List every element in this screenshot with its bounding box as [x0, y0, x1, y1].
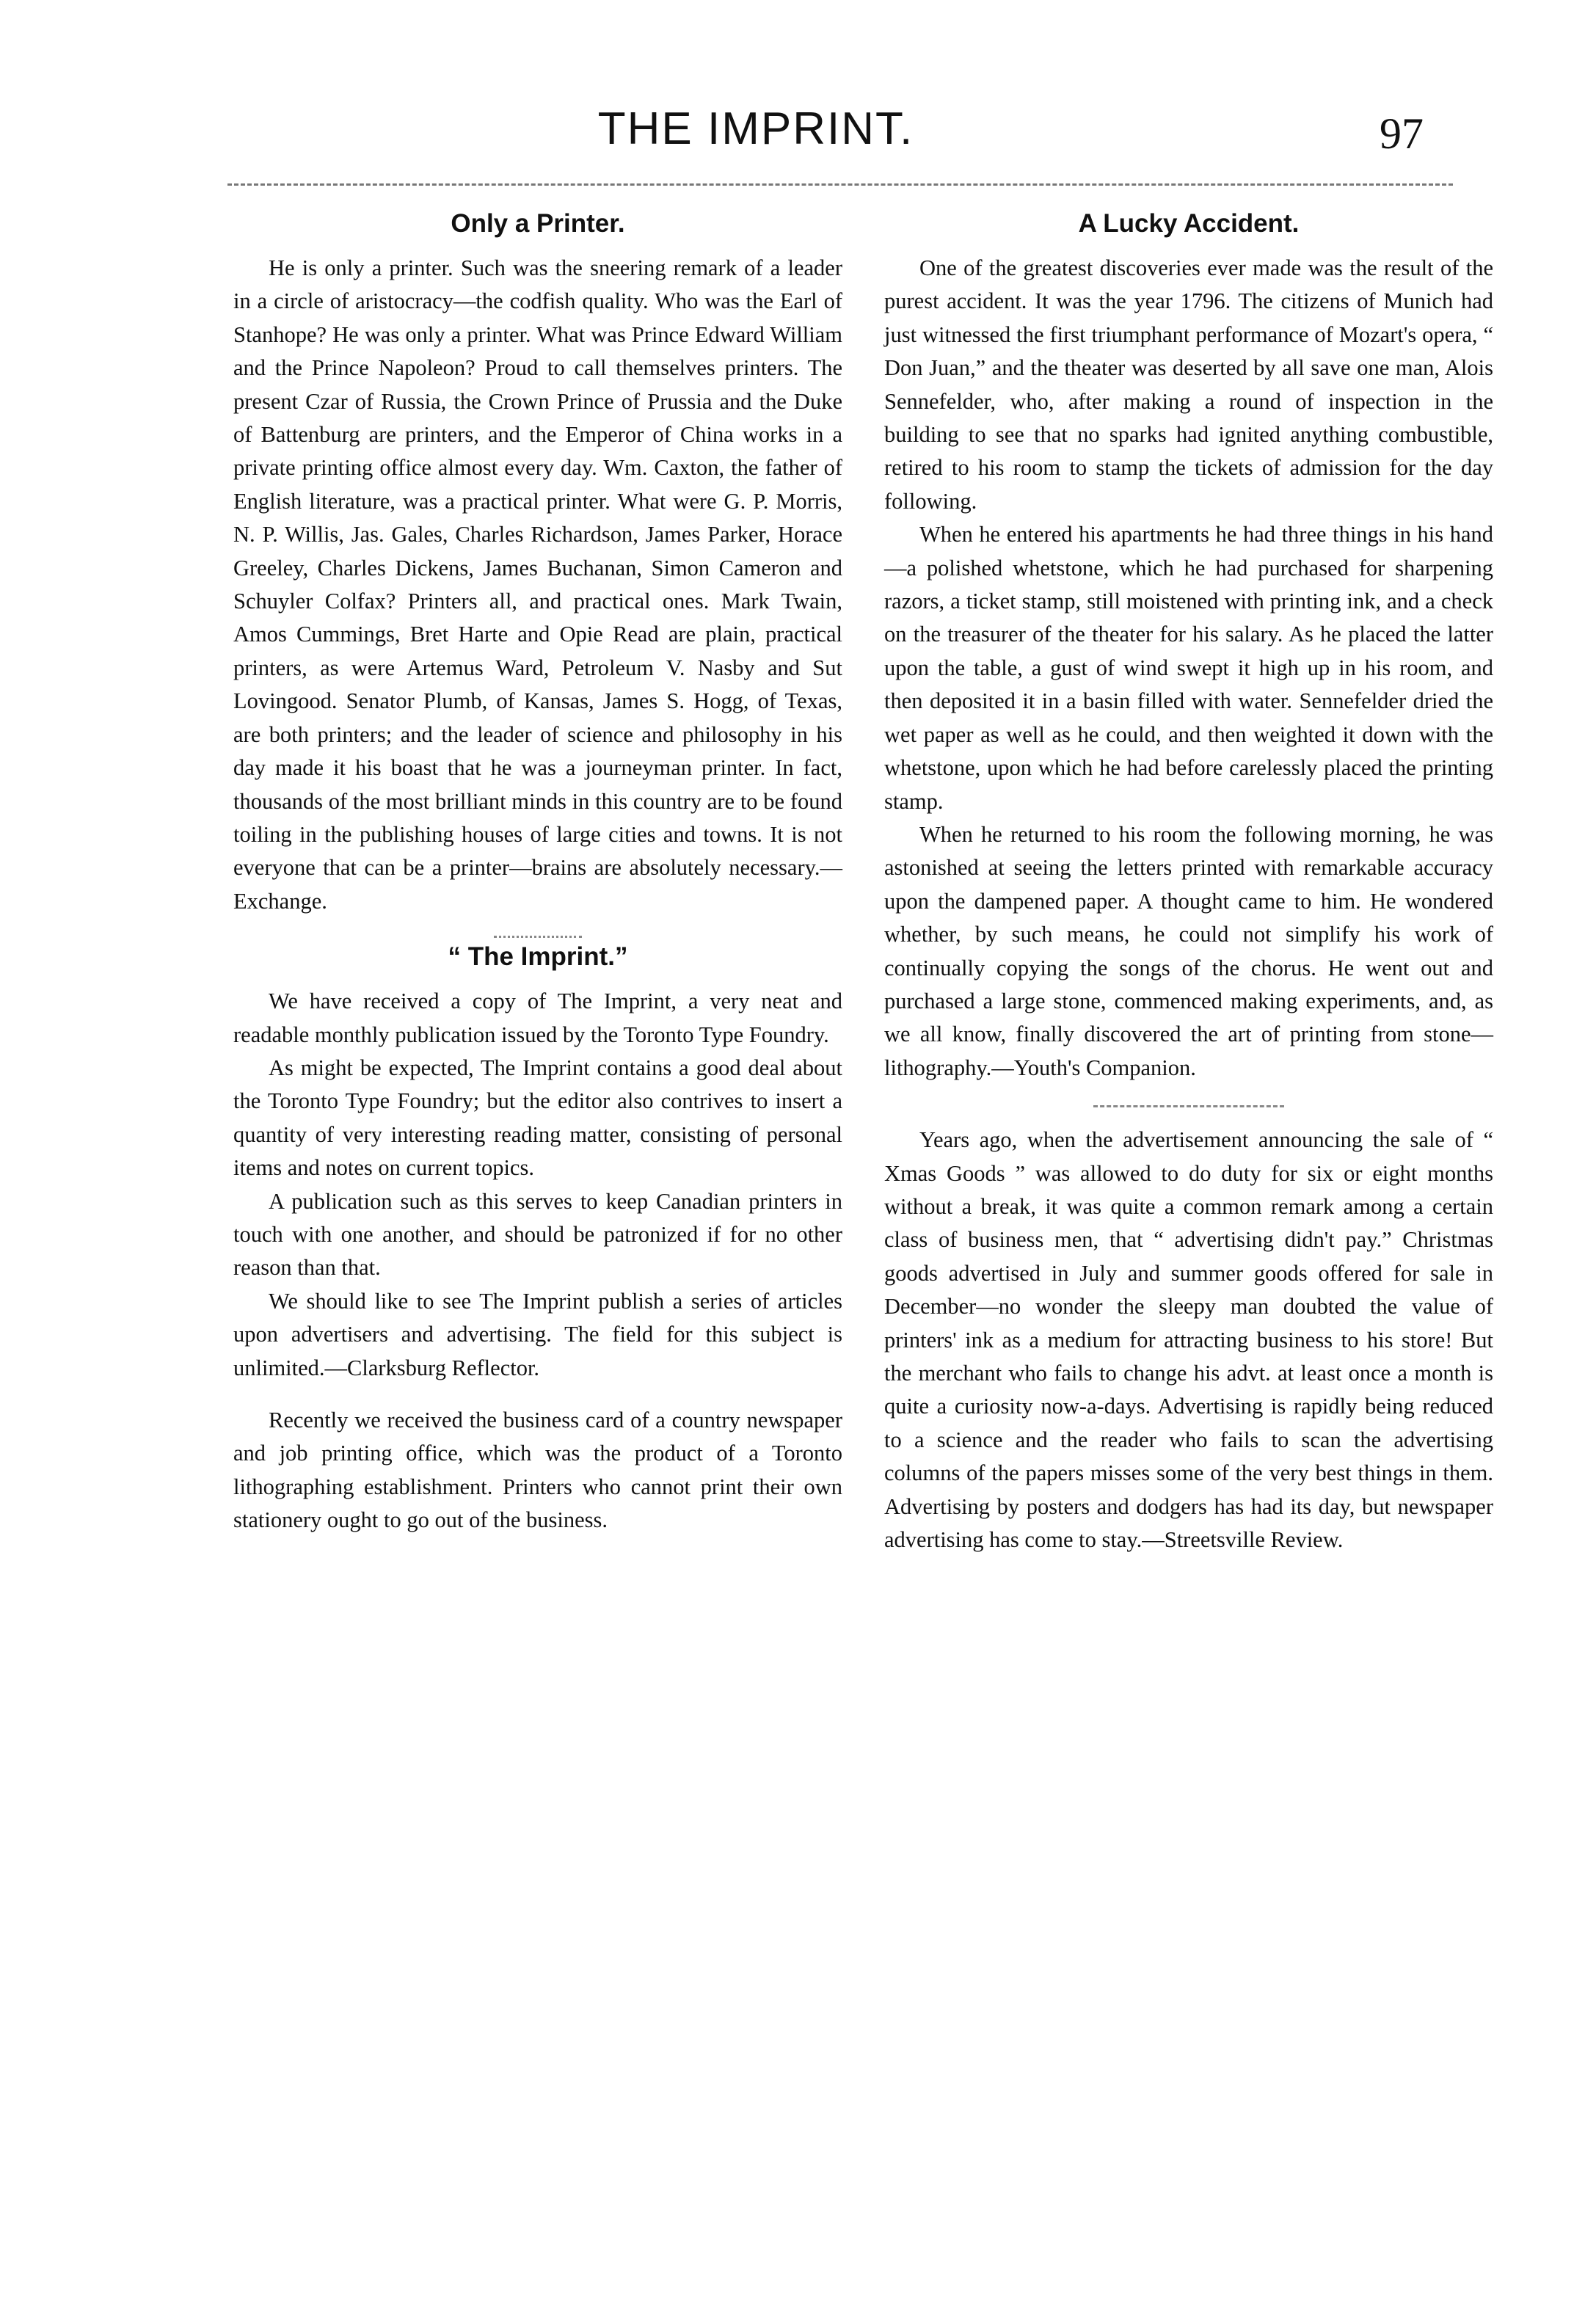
paragraph: One of the greatest discoveries ever made was the result of the purest accident. It was the year 1796. The citizens of Munich had just witnessed the first triumphant performance of Mozart's opera, “ Don Juan,” and the theater was deserted by all save one man, Alois Sennefelder, who, after making a round of inspection in the building to see that no sparks had ignited anything combustible, retired to his room to stamp the tickets of admission for the day following.	[884, 255, 1493, 514]
running-title: THE IMPRINT.	[597, 103, 914, 154]
paragraph: Years ago, when the advertisement announcing the sale of “ Xmas Goods ” was allowed to do duty for six or eight months without a break, it was quite a common remark among a certain class of business men, that “ advertising didn't pay.” Christmas goods advertised in July and summer goods offered for sale in December—no wonder the sleepy man doubted the value of printers' ink as a medium for attracting business to his store! But the merchant who fails to change his advt. at least once a month is quite a curiosity now-a-days. Advertising is rapidly being reduced to a science and the reader who fails to scan the advertising columns of the papers misses some of the very best things in them. Advertising by posters and dodgers has had its day, but newspaper advertising has come to stay.—Streetsville Review.	[884, 1127, 1493, 1553]
article-a-lucky-accident	[884, 209, 1493, 1085]
paragraph: He is only a printer. Such was the sneering remark of a leader in a circle of aristocracy—the codfish quality. Who was the Earl of Stanhope? He was only a printer. What was Prince Edward William and the Prince Napoleon? Proud to call themselves printers. The present Czar of Russia, the Crown Prince of Prussia and the Duke of Battenburg are printers, and the Emperor of China works in a private printing office almost every day. Wm. Caxton, the father of English literature, was a practical printer. What were G. P. Morris, N. P. Willis, Jas. Gales, Charles Richardson, James Parker, Horace Greeley, Charles Dickens, James Buchanan, Simon Cameron and Schuyler Colfax? Printers all, and practical ones. Mark Twain, Amos Cummings, Bret Harte and Opie Read are plain, practical printers, as were Artemus Ward, Petroleum V. Nasby and Sut Lovingood. Senator Plumb, of Kansas, James S. Hogg, of Texas, are both printers; and the leader of science and philosophy in his day made it his boast that he was a journeyman printer. In fact, thousands of the most brilliant minds in this country are to be found toiling in the publishing houses of large cities and towns. It is not everyone that can be a printer—brains are absolutely necessary.—Exchange.	[233, 255, 842, 914]
article-recently	[233, 1404, 842, 1537]
paragraph: When he returned to his room the following morning, he was astonished at seeing the letters printed with remarkable accuracy upon the dampened paper. A thought came to him. He wondered whether, by such means, he could not simplify his work of continually copying the songs of the chorus. He went out and purchased a large stone, commenced making experiments, and, as we all know, finally discovered the art of printing from stone—lithography.—Youth's Companion.	[884, 821, 1493, 1080]
page-header	[0, 95, 1596, 176]
paragraph: As might be expected, The Imprint contains a good deal about the Toronto Type Foundry; but the editor also contrives to insert a quantity of very interesting reading matter, consisting of personal items and notes on current topics.	[233, 1055, 842, 1181]
article-title: Only a Printer.	[451, 209, 625, 238]
section-divider	[494, 936, 582, 938]
page-number: 97	[1380, 109, 1424, 158]
article-only-a-printer	[233, 209, 842, 918]
paragraph: We have received a copy of The Imprint, a very neat and readable monthly publication issued by the Toronto Type Foundry.	[233, 989, 842, 1047]
spacer	[233, 1385, 842, 1404]
article-title: A Lucky Accident.	[1078, 209, 1300, 238]
paragraph: Recently we received the business card of a country newspaper and job printing office, which was the product of a Toronto lithographing establishment. Printers who cannot print their own stationery ought to go out of the business.	[233, 1408, 842, 1533]
header-rule	[227, 183, 1453, 186]
section-divider	[1093, 1105, 1284, 1107]
paragraph: We should like to see The Imprint publish a series of articles upon advertisers and advertising. The field for this subject is unlimited.—Clarksburg Reflector.	[233, 1288, 842, 1380]
article-the-imprint	[233, 942, 842, 1385]
article-title: “ The Imprint.”	[448, 942, 628, 972]
paragraph: A publication such as this serves to keep Canadian printers in touch with one another, and should be patronized if for no other reason than that.	[233, 1188, 842, 1281]
left-column	[233, 209, 842, 1537]
right-column	[884, 209, 1493, 1557]
article-years-ago	[884, 1124, 1493, 1557]
paragraph: When he entered his apartments he had three things in his hand—a polished whetstone, which he had purchased for sharpening razors, a ticket stamp, still moistened with printing ink, and a check on the treasurer of the theater for his salary. As he placed the latter upon the table, a gust of wind swept it high up in his room, and then deposited it in a basin filled with water. Sennefelder dried the wet paper as well as he could, and then weighted it down with the whetstone, upon which he had before carelessly placed the printing stamp.	[884, 522, 1493, 814]
